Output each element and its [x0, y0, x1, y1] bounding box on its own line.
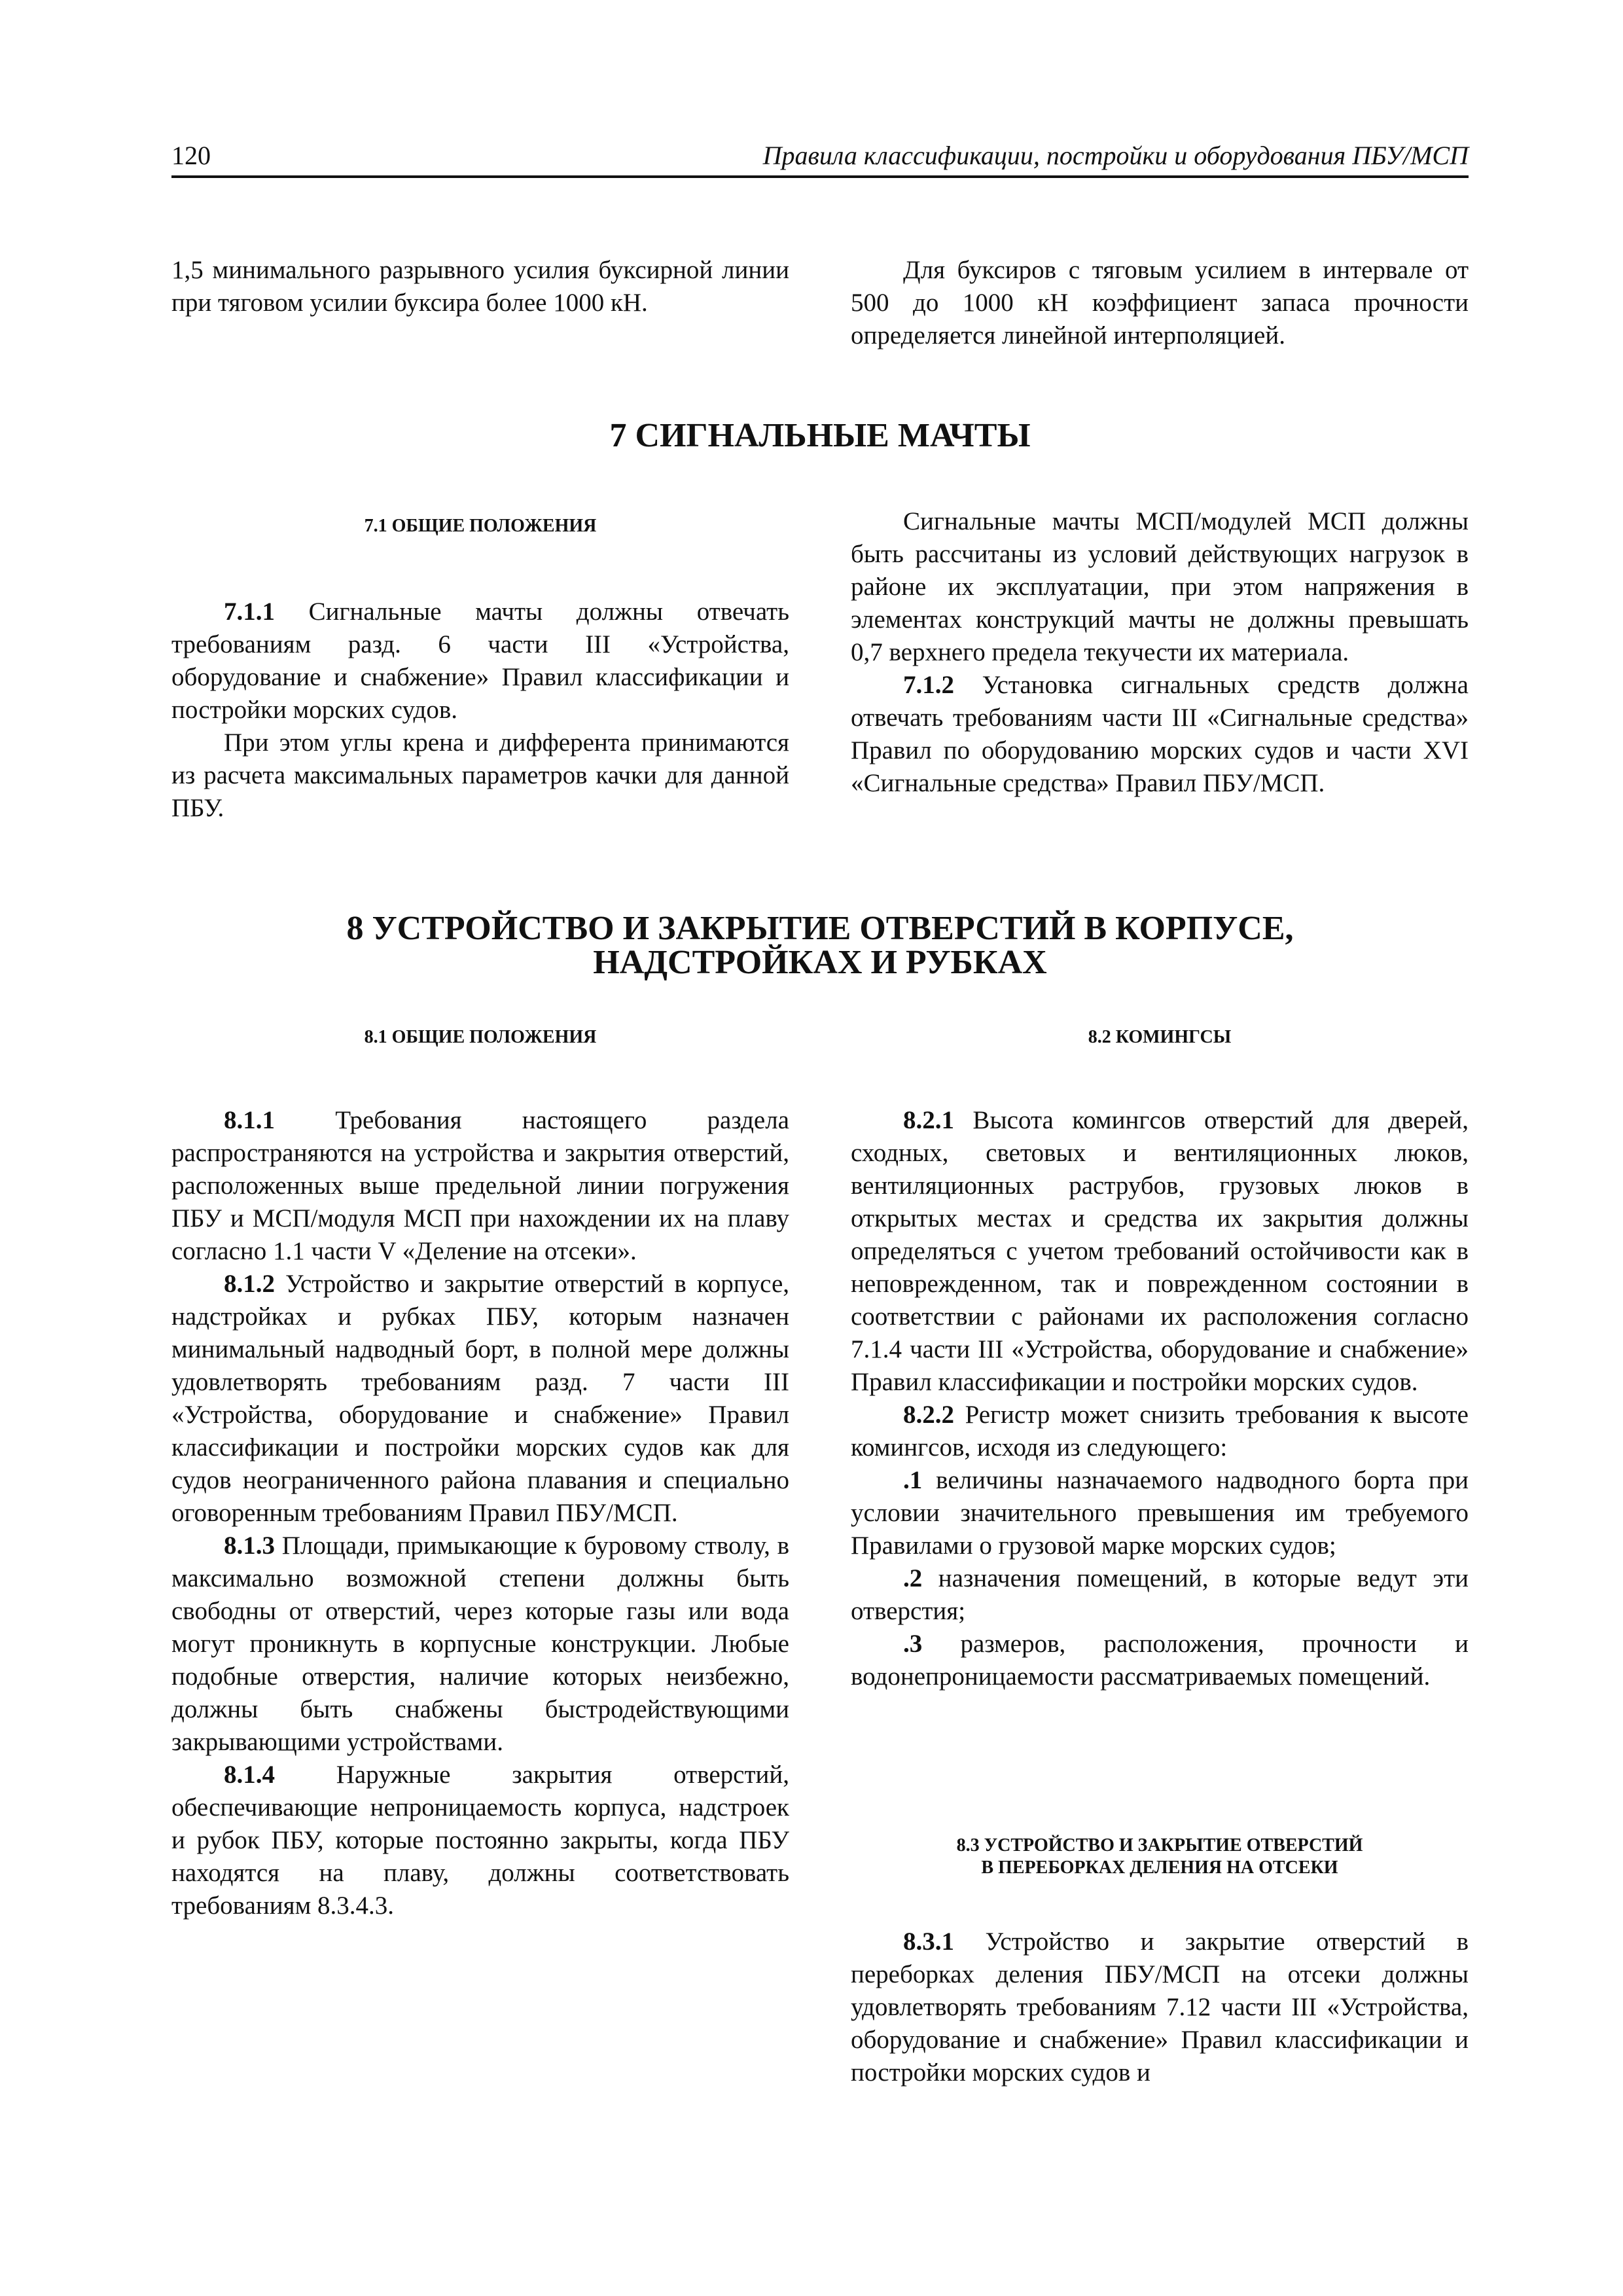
subsection-8-3-heading	[851, 1835, 1469, 1879]
subsection-8-2-heading: 8.2 КОМИНГСЫ	[1088, 1027, 1232, 1047]
list-item-2: .2 назначения помещений, в которые ведут эти отверстия;	[851, 1564, 1469, 1625]
running-title: Правила классификации, постройки и оборудования ПБУ/МСП	[762, 141, 1469, 170]
section-8-title-line1: 8 УСТРОЙСТВО И ЗАКРЫТИЕ ОТВЕРСТИЙ В КОРПУСЕ,	[346, 910, 1294, 947]
list-number: .3	[903, 1630, 923, 1658]
paragraph-8-2-1: 8.2.1 Высота комингсов отверстий для дверей, сходных, световых и вентиляционных люков, вентиляционных раструбов, грузовых люков в открытых местах и средства их закрытия должны определяться с учетом требований остойчивости как в неповрежденном, так и поврежденном состоянии в соответствии с районами их расположения согласно 7.1.4 части III «Устройства, оборудование и снабжение» Правил классификации и постройки морских судов.	[851, 1106, 1469, 1396]
list-item-3: .3 размеров, расположения, прочности и водонепроницаемости рассматриваемых помещений.	[851, 1630, 1469, 1691]
section-8-3-column	[851, 1926, 1469, 2089]
list-item-1: .1 величины назначаемого надводного борта при условии значительного превышения им требуемого Правилами о грузовой марке морских судов;	[851, 1466, 1469, 1560]
section-8-title	[171, 912, 1469, 980]
clause-number: 8.3.1	[903, 1928, 954, 1956]
paragraph-masts: Сигнальные мачты МСП/модулей МСП должны быть рассчитаны из условий действующих нагрузок в районе их эксплуатации, при этом напряжения в элементах конструкций мачты не должны превышать 0,7 верхнего предела текучести их материала.	[851, 507, 1469, 666]
paragraph-angles: При этом углы крена и дифферента принимаются из расчета максимальных параметров качки для данной ПБУ.	[171, 728, 789, 822]
top-left-column	[171, 254, 789, 319]
paragraph-8-2-2: 8.2.2 Регистр может снизить требования к высоте комингсов, исходя из следующего:	[851, 1401, 1469, 1462]
section-7-left-column	[171, 596, 789, 825]
subsection-7-1-heading: 7.1 ОБЩИЕ ПОЛОЖЕНИЯ	[364, 516, 597, 536]
subsection-8-3-line1: 8.3 УСТРОЙСТВО И ЗАКРЫТИЕ ОТВЕРСТИЙ	[956, 1835, 1363, 1856]
header-rule	[171, 175, 1469, 178]
paragraph-8-1-2: 8.1.2 Устройство и закрытие отверстий в корпусе, надстройках и рубках ПБУ, которым назначен минимальный надводный борт, в полной мере должны удовлетворять требованиям разд. 7 части III «Устройства, оборудование и снабжение» Правил классификации и постройки морских судов как для судов неограниченного района плавания и специально оговоренным требованиям Правил ПБУ/МСП.	[171, 1270, 789, 1527]
clause-number: 7.1.2	[903, 671, 954, 699]
list-number: .1	[903, 1466, 923, 1494]
clause-number: 8.2.2	[903, 1401, 954, 1429]
clause-number: 8.2.1	[903, 1106, 954, 1134]
section-7-right-column	[851, 505, 1469, 800]
paragraph-8-1-4: 8.1.4 Наружные закрытия отверстий, обеспечивающие непроницаемость корпуса, надстроек и рубок ПБУ, которые постоянно закрыты, когда ПБУ находятся на плаву, должны соответствовать требованиям 8.3.4.3.	[171, 1761, 789, 1920]
clause-number: 8.1.1	[224, 1106, 275, 1134]
section-8-left-column	[171, 1104, 789, 1922]
clause-number: 8.1.4	[224, 1761, 275, 1789]
top-right-column	[851, 254, 1469, 352]
interpolation-paragraph: Для буксиров с тяговым усилием в интервале от 500 до 1000 кН коэффициент запаса прочности определяется линейной интерполяцией.	[851, 256, 1469, 350]
clause-number: 7.1.1	[224, 598, 275, 626]
clause-number: 8.1.3	[224, 1532, 275, 1560]
section-8-2-column	[851, 1104, 1469, 1693]
list-number: .2	[903, 1564, 923, 1592]
paragraph-7-1-2: 7.1.2 Установка сигнальных средств должна отвечать требованиям части III «Сигнальные средства» Правил по оборудованию морских судов и части XVI «Сигнальные средства» Правил ПБУ/МСП.	[851, 671, 1469, 797]
paragraph-7-1-1: 7.1.1 Сигнальные мачты должны отвечать требованиям разд. 6 части III «Устройства, оборудование и снабжение» Правил классификации и постройки морских судов.	[171, 598, 789, 724]
continuation-paragraph: 1,5 минимального разрывного усилия буксирной линии при тяговом усилии буксира более 1000 кН.	[171, 256, 789, 317]
paragraph-8-3-1: 8.3.1 Устройство и закрытие отверстий в переборках деления ПБУ/МСП на отсеки должны удовлетворять требованиям 7.12 части III «Устройства, оборудование и снабжение» Правил классификации и постройки морских судов и	[851, 1928, 1469, 2087]
subsection-8-1-heading: 8.1 ОБЩИЕ ПОЛОЖЕНИЯ	[364, 1027, 597, 1047]
page-number: 120	[171, 141, 211, 170]
paragraph-8-1-3: 8.1.3 Площади, примыкающие к буровому стволу, в максимально возможной степени должны быть свободны от отверстий, через которые газы или вода могут проникнуть в корпусные конструкции. Любые подобные отверстия, наличие которых неизбежно, должны быть снабжены быстродействующими закрывающими устройствами.	[171, 1532, 789, 1756]
section-7-title: 7 СИГНАЛЬНЫЕ МАЧТЫ	[609, 417, 1031, 454]
section-8-title-line2: НАДСТРОЙКАХ И РУБКАХ	[593, 944, 1047, 981]
clause-number: 8.1.2	[224, 1270, 275, 1298]
subsection-8-3-line2: В ПЕРЕБОРКАХ ДЕЛЕНИЯ НА ОТСЕКИ	[981, 1857, 1338, 1878]
paragraph-8-1-1: 8.1.1 Требования настоящего раздела распространяются на устройства и закрытия отверстий, расположенных выше предельной линии погружения ПБУ и МСП/модуля МСП при нахождении их на плаву согласно 1.1 части V «Деление на отсеки».	[171, 1106, 789, 1265]
